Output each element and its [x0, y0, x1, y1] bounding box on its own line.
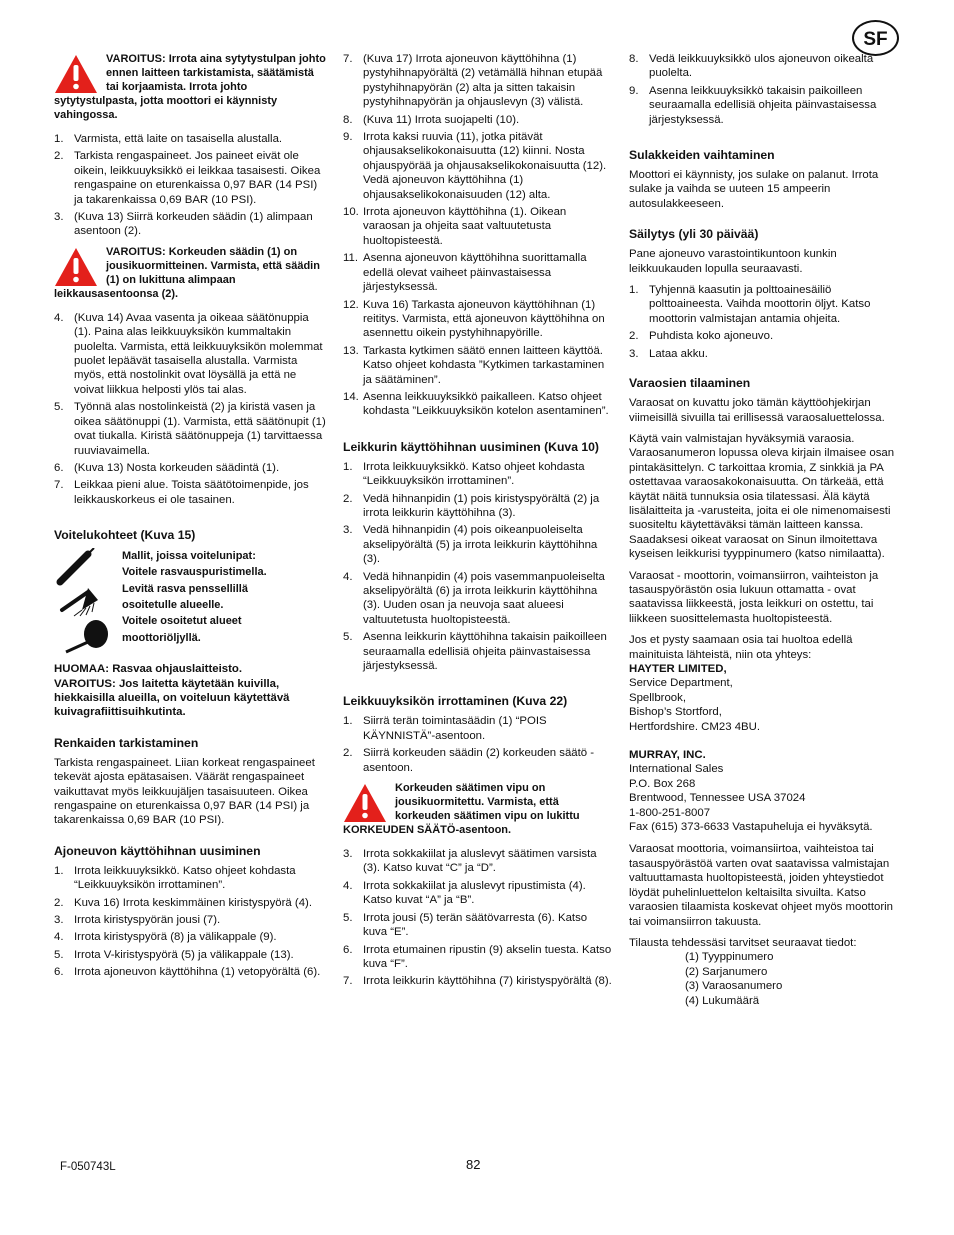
warning-box-deck-lever: [343, 781, 613, 837]
step-number: 5.: [343, 911, 353, 924]
fuse-text: Moottori ei käynnisty, jos sulake on palanut. Irrota sulake ja vaihda se uuteen 15 ampeerin autosulakkeeseen.: [629, 169, 879, 210]
warning-triangle-icon: [54, 247, 98, 287]
steps-list: [54, 864, 326, 980]
list-item: [629, 84, 901, 127]
warning-text: VAROITUS: Korkeuden säädin (1) on jousikuormitteinen. Varmista, että säädin (1) on lukittuna alimpaan leikkausasentoonsa (2).: [54, 245, 320, 300]
list-item: [343, 52, 613, 110]
step-number: 4.: [343, 879, 353, 892]
murray-address: [629, 748, 901, 834]
step-number: 8.: [629, 53, 639, 65]
parts-paragraph: Varaosat - moottorin, voimansiirron, vaihteiston ja tasauspyörästön osia lukuun ottamatta - ovat saatavissa liikkeestä, josta leikkuri on ostettu, tai liikkeen suosittelemasta huoltopisteestä.: [629, 569, 879, 625]
warning-triangle-icon: [343, 783, 387, 823]
language-badge: SF: [852, 20, 899, 56]
section-heading-tires: Renkaiden tarkistaminen: [54, 735, 199, 750]
step-text: Irrota kaksi ruuvia (11), jotka pitävät ohjausakselikokonaisuutta (12) kiinni. Nosta ohjauspyörää ja ohjausakselikokonaisuutta (12). Vedä ajoneuvon käyttöhihna (1) ohjausakselikokonaisuuden (12) alta.: [363, 131, 607, 201]
step-number: 7.: [343, 975, 353, 988]
step-number: 11.: [343, 252, 358, 265]
lubrication-icons: [54, 548, 118, 656]
step-number: 2.: [54, 150, 64, 163]
steps-list: [629, 283, 901, 361]
steps-list: [54, 132, 326, 239]
step-text: Puhdista koko ajoneuvo.: [649, 330, 774, 343]
warning-text: VAROITUS: Irrota aina sytytystulpan johto ennen laitteen tarkistamista, säätämistä tai korjaamista. Irrota johto sytytystulpasta, jotta moottori ei käynnisty vahingossa.: [54, 53, 326, 121]
column-2: [343, 52, 613, 995]
step-number: 8.: [343, 113, 353, 126]
address-line: Bishop’s Stortford,: [629, 706, 722, 719]
list-item: [629, 283, 901, 326]
list-item: [54, 864, 326, 893]
address-line: 1-800-251-8007: [629, 806, 711, 819]
list-item: [54, 965, 326, 979]
step-text: (Kuva 13) Nosta korkeuden säädintä (1).: [74, 461, 280, 474]
step-text: Irrota jousi (5) terän säätövarresta (6). Katso kuva “E”.: [363, 911, 588, 939]
warning-box-height-lever: [54, 245, 326, 301]
step-text: (Kuva 11) Irrota suojapelti (10).: [363, 113, 520, 126]
step-text: Irrota sokkakiilat ja aluslevyt säätimen varsista (3). Katso kuvat “C” ja “D”.: [363, 848, 597, 875]
steps-list: [343, 52, 613, 419]
step-number: 1.: [54, 864, 64, 877]
legend-line: osoitetulle alueelle.: [122, 599, 224, 612]
step-text: Irrota kiristyspyörä (8) ja välikappale (9).: [74, 931, 277, 944]
step-number: 5.: [54, 401, 64, 414]
list-item: [343, 205, 613, 248]
list-item: [54, 948, 326, 962]
address-line: Service Department,: [629, 677, 733, 690]
legend-line: Voitele rasvauspuristimella.: [122, 566, 267, 579]
step-text: Irrota kiristyspyörän jousi (7).: [74, 914, 221, 926]
step-number: 3.: [343, 524, 353, 537]
steps-list: [54, 311, 326, 507]
steps-list: [343, 714, 613, 775]
section-heading-deck-removal: Leikkuuyksikön irrottaminen (Kuva 22): [343, 694, 568, 709]
lubrication-note: HUOMAA: Rasvaa ohjauslaitteisto.: [54, 663, 242, 676]
step-text: Irrota ajoneuvon käyttöhihna (1). Oikean varaosan ja ohjeita saat valtuutetusta huoltopisteestä.: [363, 206, 567, 247]
step-text: Siirrä terän toimintasäädin (1) “POIS KÄYNNISTÄ”-asentoon.: [363, 715, 547, 742]
steps-list: [629, 52, 901, 127]
step-number: 6.: [343, 943, 353, 956]
step-text: Kuva 16) Irrota keskimmäinen kiristyspyörä (4).: [74, 896, 313, 909]
step-number: 1.: [343, 715, 353, 728]
list-item: [343, 390, 613, 419]
section-heading-drive-belt: Ajoneuvon käyttöhihnan uusiminen: [54, 843, 261, 858]
step-number: 4.: [54, 931, 64, 944]
lubrication-legend-text: [122, 548, 267, 646]
section-heading-fuses: Sulakkeiden vaihtaminen: [629, 148, 775, 163]
step-number: 6.: [54, 966, 64, 979]
list-item: [343, 130, 613, 202]
parts-paragraph: Tilausta tehdessäsi tarvitset seuraavat tiedot:: [629, 936, 857, 949]
step-text: Vedä hihnanpidin (4) pois oikeanpuoleiselta akselipyörältä (5) ja irrota leikkurin käyttöhihna (3).: [363, 524, 598, 566]
legend-line: Levitä rasva penssellillä: [122, 582, 248, 595]
step-number: 9.: [629, 84, 639, 97]
step-number: 3.: [343, 848, 353, 861]
list-item: [343, 570, 613, 628]
address-line: P.O. Box 268: [629, 777, 696, 790]
grease-gun-icon: [60, 548, 94, 582]
list-item: [343, 911, 613, 940]
list-item: [54, 132, 326, 146]
step-text: Tyhjennä kaasutin ja polttoainesäiliö polttoaineesta. Vaihda moottorin öljyt. Katso moottorin valmistajan antamia ohjeita.: [649, 284, 871, 325]
address-line: Brentwood, Tennessee USA 37024: [629, 792, 806, 805]
step-number: 4.: [343, 570, 353, 583]
list-item: [54, 461, 326, 475]
address-line: Spellbrook,: [629, 691, 686, 704]
step-number: 2.: [54, 896, 64, 909]
warning-triangle-icon: [54, 54, 98, 94]
list-item: [629, 52, 901, 81]
step-text: (Kuva 14) Avaa vasenta ja oikeaa säätönuppia (1). Paina alas leikkuuyksikön kummaltakin puolelta. Varmista, että leikkuuyksikön molemmat puolet lepäävät tasaisella alustalla. Varmista myös, että nostolinkit ovat löysällä ja että ne voivat liikkua helposti ylös tai alas.: [74, 311, 323, 396]
step-number: 1.: [54, 133, 64, 145]
list-item: (3) Varaosanumero: [685, 980, 783, 993]
tire-text: Tarkista rengaspaineet. Liian korkeat rengaspaineet tekevät ajosta epätasaisen. Väärät rengaspaineet vaikuttavat myös leikkuujäljen tasaisuuteen. Oikea rengaspaine on eturenkaissa 0,97 BAR (14 PSI) ja takarenkaissa 0,69 BAR (10 PSI).: [54, 756, 315, 827]
step-text: (Kuva 13) Siirrä korkeuden säädin (1) alimpaan asentoon (2).: [74, 211, 313, 238]
step-number: 4.: [54, 311, 64, 324]
list-item: [54, 896, 326, 910]
step-text: Kuva 16) Tarkasta ajoneuvon käyttöhihnan (1) reititys. Varmista, että ajoneuvon käyttöhihna on asennettu oikein pystyhihnapyörille.: [363, 298, 605, 340]
list-item: [54, 913, 326, 927]
list-item: [343, 847, 613, 876]
step-number: 2.: [343, 492, 353, 505]
hayter-address: [629, 662, 901, 734]
column-1: [54, 52, 326, 986]
address-line: Fax (615) 373-6633 Vastapuheluja ei hyväksytä.: [629, 821, 873, 834]
list-item: [54, 149, 326, 207]
step-number: 3.: [629, 347, 639, 360]
step-text: Tarkista rengaspaineet. Jos paineet eivät ole oikein, leikkuuyksikkö ei leikkaa tasaisesti. Oikea rengaspaine on eturenkaissa 0,97 BAR (14 PSI) ja takarenkaissa 0,69 BAR (10 PSI).: [74, 150, 321, 206]
address-line: HAYTER LIMITED,: [629, 663, 727, 675]
list-item: [343, 746, 613, 775]
section-heading-storage: Säilytys (yli 30 päivää): [629, 227, 759, 242]
step-text: Siirrä korkeuden säädin (2) korkeuden säätö -asentoon.: [363, 747, 595, 774]
step-text: Asenna ajoneuvon käyttöhihna suorittamalla edellä olevat vaiheet päinvastaisessa järjestyksessä.: [363, 252, 587, 294]
address-line: International Sales: [629, 763, 724, 776]
list-item: [343, 714, 613, 743]
step-number: 2.: [343, 747, 353, 760]
step-text: Irrota sokkakiilat ja aluslevyt ripustimista (4). Katso kuvat “A” ja “B”.: [363, 879, 586, 907]
parts-paragraph: Jos et pysty saamaan osia tai huoltoa edellä mainituista lähteistä, niin ota yhteys:: [629, 634, 853, 661]
step-number: 5.: [343, 631, 353, 644]
list-item: (4) Lukumäärä: [685, 994, 760, 1007]
step-text: Irrota leikkuuyksikkö. Katso ohjeet kohdasta “Leikkuuyksikön irrottaminen”.: [363, 460, 585, 488]
step-text: Asenna leikkurin käyttöhihna takaisin paikoilleen seuraamalla edellisiä ohjeita päinvastaisessa järjestyksessä.: [363, 631, 607, 673]
step-text: Varmista, että laite on tasaisella alustalla.: [74, 133, 283, 145]
document-number: F-050743L: [60, 1161, 116, 1173]
step-text: Irrota leikkurin käyttöhihna (7) kiristyspyörältä (8).: [363, 975, 612, 988]
list-item: [343, 251, 613, 294]
steps-list: [343, 847, 613, 989]
step-number: 5.: [54, 948, 64, 961]
step-text: Vedä hihnanpidin (4) pois vasemmanpuoleiselta akselipyörältä (6) ja irrota leikkurin käyttöhihna (3). Uuden osan ja neuvoja saat alueesi valtuutetusta huoltopisteestä.: [363, 570, 605, 626]
storage-text: Pane ajoneuvo varastointikuntoon kunkin leikkuukauden lopulla seuraavasti.: [629, 248, 837, 275]
step-number: 7.: [54, 479, 64, 492]
step-text: Vedä leikkuuyksikkö ulos ajoneuvon oikealta puolelta.: [649, 53, 874, 80]
list-item: [343, 879, 613, 908]
step-text: Lataa akku.: [649, 347, 708, 360]
step-text: Irrota etumainen ripustin (9) akselin tuesta. Katso kuva “F”.: [363, 943, 612, 970]
step-number: 12.: [343, 298, 359, 311]
step-number: 6.: [54, 461, 64, 474]
step-number: 10.: [343, 206, 359, 219]
list-item: [629, 347, 901, 361]
section-heading-lubrication: Voitelukohteet (Kuva 15): [54, 528, 196, 543]
column-3: [629, 52, 901, 1008]
list-item: [54, 478, 326, 507]
list-item: [343, 298, 613, 341]
brush-icon: [62, 588, 98, 616]
list-item: [343, 943, 613, 972]
legend-line: Voitele osoitetut alueet: [122, 615, 242, 628]
list-item: [54, 400, 326, 458]
list-item: [54, 210, 326, 239]
step-number: 3.: [54, 211, 64, 224]
step-number: 7.: [343, 53, 353, 65]
step-number: 2.: [629, 330, 639, 343]
list-item: (1) Tyyppinumero: [685, 951, 774, 964]
list-item: [343, 492, 613, 521]
parts-paragraph: Käytä vain valmistajan hyväksymiä varaosia. Varaosanumeron lopussa oleva kirjain ilmaisee osan pintakäsittelyn. C tarkoittaa kromia, Z sinkkiä ja PA ostettavaa varaosakokonaisuutta. On tärkeää, että käytät näitä tunnuksia osia tilatessasi. Älä käytä lisälaitteita ja -varusteita, joita ei ole nimenomaisesti suositeltu käytettäväksi tämän laitteen kanssa. Saadaksesi oikeat varaosat on Sinun ilmoitettava kyseisen leikkurisi tyyppinumero (katso nimilaatta).: [629, 432, 895, 561]
step-text: Vedä hihnanpidin (1) pois kiristyspyörältä (2) ja irrota leikkurin käyttöhihna (3).: [363, 492, 600, 519]
step-text: Työnnä alas nostolinkeistä (2) ja kiristä vasen ja oikea säätönuppi (1). Varmista, että säätönupit (1) ovat tiukalla. Kiristä säätönuppeja (1) tarvittaessa ruuviavaimella.: [74, 401, 326, 457]
step-text: Asenna leikkuuyksikkö paikalleen. Katso ohjeet kohdasta ”Leikkuuyksikön kotelon asentaminen”.: [363, 390, 609, 418]
page-number: 82: [466, 1157, 481, 1172]
step-text: Irrota V-kiristyspyörä (5) ja välikappale (13).: [74, 948, 294, 961]
legend-line: Mallit, joissa voitelunipat:: [122, 550, 256, 563]
oil-can-icon: [66, 620, 108, 652]
list-item: [54, 930, 326, 944]
list-item: [343, 113, 613, 127]
step-number: 1.: [343, 460, 353, 473]
list-item: [629, 329, 901, 343]
step-text: (Kuva 17) Irrota ajoneuvon käyttöhihna (1) pystyhihnapyörältä (2) vetämällä hihnan etupää pystyhihnapyörän (2) alta ja sitten takaisin pystyhihnapyörän ja ohjauslevyn (3) välistä.: [363, 53, 603, 109]
step-number: 9.: [343, 131, 353, 144]
step-text: Leikkaa pieni alue. Toista säätötoimenpide, jos leikkauskorkeus ei ole tasainen.: [74, 479, 309, 506]
step-text: Irrota leikkuuyksikkö. Katso ohjeet kohdasta “Leikkuuyksikön irrottaminen”.: [74, 864, 296, 892]
steps-list: [343, 460, 613, 674]
section-heading-parts: Varaosien tilaaminen: [629, 376, 751, 391]
list-item: [343, 523, 613, 566]
lubrication-legend: [54, 548, 326, 656]
list-item: (2) Sarjanumero: [685, 965, 768, 978]
parts-paragraph: Varaosat moottoria, voimansiirtoa, vaihteistoa tai tasauspyörästöä varten ovat saatavissa valmistajan valtuuttamasta huoltopisteestä, joiden yhteystiedot löydät puhelinluettelon keltaisilta sivuilta. Katso varaosien tilaamista koskevat ohjeet myös moottorin tai voimansiirron takuusta.: [629, 843, 894, 928]
list-item: [343, 460, 613, 489]
warning-box-spark-plug: [54, 52, 326, 122]
step-text: Asenna leikkuuyksikkö takaisin paikoilleen seuraamalla edellisiä ohjeita päinvastaisessa järjestyksessä.: [649, 84, 877, 126]
address-line: Hertfordshire. CM23 4BU.: [629, 720, 761, 733]
step-text: Tarkasta kytkimen säätö ennen laitteen käyttöä. Katso ohjeet kohdasta ”Kytkimen tarkastaminen ja säätäminen”.: [363, 344, 605, 386]
warning-text: Korkeuden säätimen vipu on jousikuormitettu. Varmista, että korkeuden säätimen vipu on lukittu KORKEUDEN SÄÄTÖ-asentoon.: [343, 782, 580, 837]
lubrication-warning: VAROITUS: Jos laitetta käytetään kuivilla, hiekkaisilla alueilla, on voiteluun käytettävä kuivagrafiittisuihkutinta.: [54, 677, 290, 719]
step-number: 3.: [54, 914, 64, 926]
list-item: [54, 311, 326, 397]
address-line: MURRAY, INC.: [629, 749, 706, 762]
list-item: [343, 630, 613, 673]
list-item: [343, 344, 613, 387]
parts-paragraph: Varaosat on kuvattu joko tämän käyttöohjekirjan viimeisillä sivuilla tai erillisessä varaosaluettelossa.: [629, 397, 885, 424]
step-text: Irrota ajoneuvon käyttöhihna (1) vetopyörältä (6).: [74, 966, 321, 979]
section-heading-cutter-belt: Leikkurin käyttöhihnan uusiminen (Kuva 10): [343, 439, 599, 454]
list-item: [343, 974, 613, 988]
step-number: 13.: [343, 344, 359, 357]
order-info-list: [685, 950, 901, 1008]
legend-line: moottoriöljyllä.: [122, 631, 201, 644]
step-number: 14.: [343, 390, 359, 403]
step-number: 1.: [629, 284, 639, 297]
